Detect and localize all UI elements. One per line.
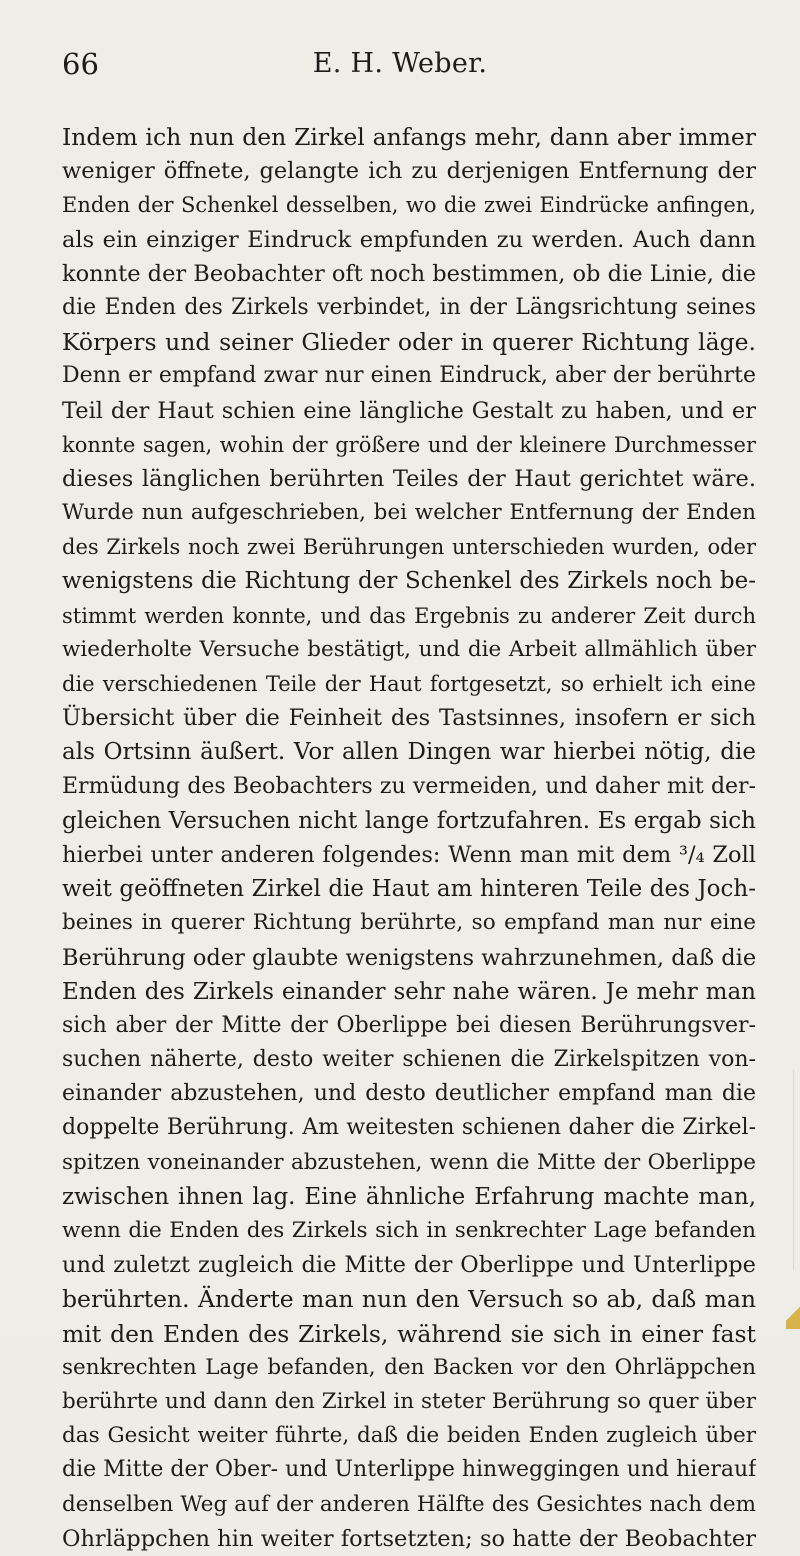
page-corner-mark [786, 1299, 800, 1329]
text-line: wenn die Enden des Zirkels sich in senkrechter Lage befanden [62, 1218, 756, 1243]
text-line: hierbei unter anderen folgendes: Wenn man mit dem ³/₄ Zoll [62, 841, 756, 868]
page-number: 66 [62, 47, 99, 81]
text-line: Wurde nun aufgeschrieben, bei welcher Entfernung der Enden [62, 500, 756, 526]
text-line: Denn er empfand zwar nur einen Eindruck, aber der berührte [62, 363, 756, 389]
text-line: Enden der Schenkel desselben, wo die zwei Eindrücke anfingen, [62, 193, 756, 218]
text-line: des Zirkels noch zwei Berührungen unterschieden wurden, oder [62, 535, 756, 560]
page-edge-shadow [793, 1070, 794, 1270]
text-line: Teil der Haut schien eine längliche Gestalt zu haben, und er [62, 397, 756, 424]
text-line: Berührung oder glaubte wenigstens wahrzunehmen, daß die [62, 944, 756, 971]
text-line: wenigstens die Richtung der Schenkel des Zirkels noch be- [62, 568, 756, 595]
text-line: sich aber der Mitte der Oberlippe bei diesen Berührungsver- [62, 1012, 756, 1038]
text-line: die verschiedenen Teile der Haut fortgesetzt, so erhielt ich eine [62, 672, 756, 696]
body-text [62, 120, 756, 1556]
text-line: gleichen Versuchen nicht lange fortzufahren. Es ergab sich [62, 807, 756, 834]
text-line: dieses länglichen berührten Teiles der Haut gerichtet wäre. [62, 465, 756, 492]
text-line: und zuletzt zugleich die Mitte der Oberlippe und Unterlippe [62, 1252, 756, 1279]
text-line: senkrechten Lage befanden, den Backen vor den Ohrläppchen [62, 1354, 756, 1380]
text-line: weit geöffneten Zirkel die Haut am hinteren Teile des Joch- [62, 876, 756, 903]
text-line: als Ortsinn äußert. Vor allen Dingen war hierbei nötig, die [62, 739, 756, 766]
text-line: wiederholte Versuche bestätigt, und die Arbeit allmählich über [62, 636, 756, 662]
text-line: Körpers und seiner Glieder oder in querer Richtung läge. [62, 328, 756, 357]
text-line: konnte der Beobachter oft noch bestimmen, ob die Linie, die [62, 260, 756, 287]
text-line: Ermüdung des Beobachters zu vermeiden, und daher mit der- [62, 773, 756, 799]
text-line: Enden des Zirkels einander sehr nahe wären. Je mehr man [62, 978, 756, 1005]
text-line: doppelte Berührung. Am weitesten schienen daher die Zirkel- [62, 1115, 756, 1141]
running-head: E. H. Weber. [312, 48, 488, 79]
text-line: konnte sagen, wohin der größere und der kleinere Durchmesser [62, 432, 756, 457]
text-line: denselben Weg auf der anderen Hälfte des Gesichtes nach dem [62, 1491, 756, 1517]
text-line: das Gesicht weiter führte, daß die beiden Enden zugleich über [62, 1423, 756, 1449]
text-line: Indem ich nun den Zirkel anfangs mehr, dann aber immer [62, 123, 756, 151]
text-line: spitzen voneinander abzustehen, wenn die Mitte der Oberlippe [62, 1149, 756, 1175]
text-line: berührten. Änderte man nun den Versuch so ab, daß man [62, 1285, 756, 1314]
text-line: die Mitte der Ober- und Unterlippe hinweggingen und hierauf [62, 1457, 756, 1483]
text-line: beines in querer Richtung berührte, so empfand man nur eine [62, 910, 756, 936]
text-line: die Enden des Zirkels verbindet, in der Längsrichtung seines [62, 294, 756, 320]
text-line: zwischen ihnen lag. Eine ähnliche Erfahrung machte man, [62, 1183, 756, 1210]
text-line: Ohrläppchen hin weiter fortsetzten; so hatte der Beobachter [62, 1525, 756, 1552]
text-line: Übersicht über die Feinheit des Tastsinnes, insofern er sich [62, 705, 756, 732]
text-line: als ein einziger Eindruck empfunden zu werden. Auch dann [62, 226, 756, 253]
text-line: suchen näherte, desto weiter schienen die Zirkelspitzen von- [62, 1047, 756, 1073]
text-line: weniger öffnete, gelangte ich zu derjenigen Entfernung der [62, 158, 756, 185]
text-line: stimmt werden konnte, und das Ergebnis zu anderer Zeit durch [62, 603, 756, 628]
text-line: einander abzustehen, und desto deutlicher empfand man die [62, 1081, 756, 1107]
text-line: mit den Enden des Zirkels, während sie sich in einer fast [62, 1319, 756, 1348]
text-line: berührte und dann den Zirkel in steter Berührung so quer über [62, 1388, 756, 1414]
